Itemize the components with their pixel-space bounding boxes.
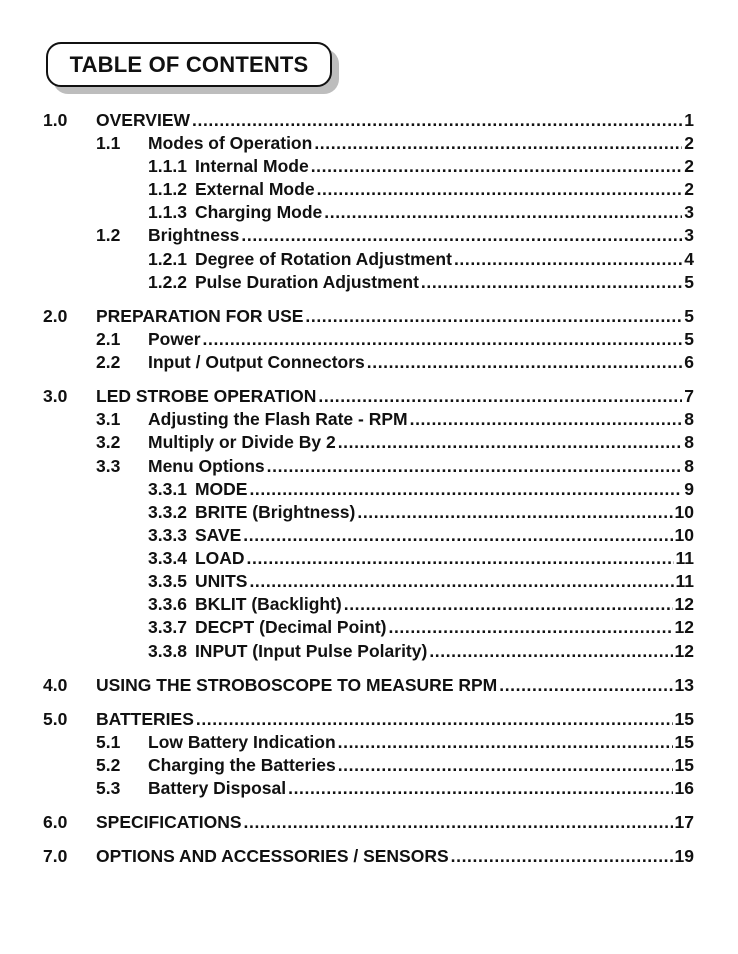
dot-leader (451, 845, 673, 868)
toc-entry-title: External Mode (194, 179, 315, 199)
toc-page-number: 15 (674, 732, 694, 752)
toc-entry (0, 811, 738, 834)
toc-entry-line (148, 754, 694, 777)
toc-entry (0, 155, 738, 178)
toc-entry (0, 455, 738, 478)
toc-section-number: 4.0 (43, 675, 68, 695)
dot-leader (244, 811, 673, 834)
toc-section-number: 5.0 (43, 709, 68, 729)
dot-leader (305, 305, 682, 328)
toc-entry-title: Brightness (148, 225, 240, 245)
toc-entry-line (148, 777, 694, 800)
toc-entry (0, 248, 738, 271)
toc-page-number: 4 (684, 249, 694, 269)
toc-page-number: 15 (674, 755, 694, 775)
toc-entry-title: OVERVIEW (96, 110, 191, 130)
toc-entry-title: SAVE (194, 525, 242, 545)
toc-entry (0, 731, 738, 754)
toc-page-number: 12 (674, 641, 694, 661)
toc-entry-title: Low Battery Indication (148, 732, 336, 752)
toc-entry-line (96, 385, 694, 408)
toc-page-number: 5 (684, 306, 694, 326)
toc-section-number: 3.0 (43, 386, 68, 406)
toc-section-number: 1.2.1 (148, 249, 187, 269)
dot-leader (318, 385, 682, 408)
toc-entry (0, 570, 738, 593)
toc-entry-title: LOAD (194, 548, 245, 568)
dot-leader (311, 155, 683, 178)
toc-section-number: 5.1 (96, 732, 121, 752)
toc-section-number: 3.3.8 (148, 641, 187, 661)
toc-page-number: 17 (674, 812, 694, 832)
dot-leader (317, 178, 683, 201)
toc-page-number: 16 (674, 778, 694, 798)
toc-section-number: 2.0 (43, 306, 68, 326)
toc-entry-line (148, 593, 694, 616)
toc-page-number: 9 (684, 479, 694, 499)
toc-entry (0, 616, 738, 639)
toc-page-number: 12 (674, 594, 694, 614)
toc-entry-line (148, 640, 694, 663)
toc-section-number: 3.3.6 (148, 594, 187, 614)
toc-page-number: 10 (674, 525, 694, 545)
toc-page-number: 8 (684, 432, 694, 452)
toc-page-number: 7 (684, 386, 694, 406)
dot-leader (338, 431, 683, 454)
toc-entry-line (148, 155, 694, 178)
toc-page-number: 19 (674, 846, 694, 866)
dot-leader (288, 777, 672, 800)
toc-entry (0, 305, 738, 328)
toc-entry-line (148, 328, 694, 351)
toc-entry-title: SPECIFICATIONS (96, 812, 242, 832)
toc-page-number: 11 (675, 571, 694, 591)
toc-section-number: 1.1.3 (148, 202, 187, 222)
toc-entry (0, 328, 738, 351)
dot-leader (367, 351, 682, 374)
toc-section-number: 3.2 (96, 432, 121, 452)
toc-section-number: 5.2 (96, 755, 121, 775)
toc-entry (0, 109, 738, 132)
toc-page-number: 5 (684, 272, 694, 292)
toc-entry-line (148, 224, 694, 247)
toc-entry (0, 271, 738, 294)
toc-page-number: 10 (674, 502, 694, 522)
dot-leader (196, 708, 673, 731)
toc-entry-title: USING THE STROBOSCOPE TO MEASURE RPM (96, 675, 498, 695)
toc-entry-line (148, 201, 694, 224)
toc-page-number: 2 (684, 133, 694, 153)
toc-section-number: 2.1 (96, 329, 121, 349)
toc-entry-line (96, 674, 694, 697)
toc-page-number: 8 (684, 409, 694, 429)
toc-entry-line (148, 616, 694, 639)
toc-section-number: 1.2 (96, 225, 121, 245)
toc-entry-line (148, 271, 694, 294)
toc-entry-line (148, 178, 694, 201)
toc-entry-title: Pulse Duration Adjustment (194, 272, 419, 292)
toc-page-number: 2 (684, 179, 694, 199)
toc-entry (0, 178, 738, 201)
toc-entry (0, 777, 738, 800)
toc-entry-line (96, 305, 694, 328)
toc-entry-title: Charging Mode (194, 202, 323, 222)
page-title: TABLE OF CONTENTS (46, 42, 332, 87)
toc-section-number: 3.1 (96, 409, 121, 429)
dot-leader (241, 224, 682, 247)
toc-entry (0, 845, 738, 868)
toc-section-number: 7.0 (43, 846, 68, 866)
dot-leader (499, 674, 672, 697)
toc-entry-line (96, 811, 694, 834)
toc-entry-title: Adjusting the Flash Rate - RPM (148, 409, 408, 429)
dot-leader (324, 201, 682, 224)
toc-page-number: 5 (684, 329, 694, 349)
dot-leader (249, 570, 673, 593)
toc-entry-line (148, 455, 694, 478)
toc-entry-line (148, 524, 694, 547)
toc-entry-line (148, 501, 694, 524)
dot-leader (249, 478, 682, 501)
toc-entry (0, 201, 738, 224)
toc-section-number: 3.3 (96, 456, 121, 476)
toc-entry (0, 524, 738, 547)
toc-entry-title: LED STROBE OPERATION (96, 386, 317, 406)
dot-leader (357, 501, 672, 524)
toc-entry-title: PREPARATION FOR USE (96, 306, 304, 326)
dot-leader (338, 731, 673, 754)
toc-entry (0, 478, 738, 501)
toc-entry (0, 501, 738, 524)
toc-page-number: 3 (684, 202, 694, 222)
toc-entry-title: Input / Output Connectors (148, 352, 365, 372)
dot-leader (344, 593, 673, 616)
toc-section-number: 1.1.2 (148, 179, 187, 199)
toc-page-number: 11 (675, 548, 694, 568)
toc-entry-line (148, 408, 694, 431)
toc-entry-line (148, 547, 694, 570)
dot-leader (429, 640, 672, 663)
toc-section-number: 3.3.1 (148, 479, 187, 499)
toc-entry-line (148, 731, 694, 754)
toc-entry-line (96, 109, 694, 132)
toc-entry-line (148, 570, 694, 593)
toc-page-number: 6 (684, 352, 694, 372)
toc-entry (0, 224, 738, 247)
toc-entry (0, 708, 738, 731)
toc-entry (0, 640, 738, 663)
toc-entry-title: BKLIT (Backlight) (194, 594, 342, 614)
toc-page-number: 12 (674, 617, 694, 637)
toc-entry-title: Charging the Batteries (148, 755, 336, 775)
toc-entry-title: UNITS (194, 571, 248, 591)
toc-entry-line (148, 351, 694, 374)
toc-section-number: 3.3.5 (148, 571, 187, 591)
toc-entry-title: Internal Mode (194, 156, 309, 176)
dot-leader (267, 455, 683, 478)
toc-page-number: 8 (684, 456, 694, 476)
toc-section-number: 1.1 (96, 133, 121, 153)
toc-entry-line (96, 708, 694, 731)
toc-entry (0, 351, 738, 374)
toc-entry (0, 132, 738, 155)
dot-leader (410, 408, 683, 431)
toc-entry-title: Power (148, 329, 201, 349)
dot-leader (338, 754, 673, 777)
toc-section-number: 3.3.2 (148, 502, 187, 522)
toc-entry-title: Degree of Rotation Adjustment (194, 249, 452, 269)
toc-section-number: 3.3.4 (148, 548, 187, 568)
toc-entry (0, 754, 738, 777)
toc-entry-title: BRITE (Brightness) (194, 502, 356, 522)
toc-entry-line (148, 248, 694, 271)
toc-section-number: 5.3 (96, 778, 121, 798)
toc-entry-line (148, 132, 694, 155)
dot-leader (192, 109, 682, 132)
toc-entry-title: Menu Options (148, 456, 265, 476)
toc-entry (0, 408, 738, 431)
toc-section-number: 6.0 (43, 812, 68, 832)
toc-entry-title: OPTIONS AND ACCESSORIES / SENSORS (96, 846, 449, 866)
toc-entry-line (148, 431, 694, 454)
toc-page-number: 2 (684, 156, 694, 176)
toc-entry-title: Modes of Operation (148, 133, 313, 153)
dot-leader (454, 248, 682, 271)
toc-entry-title: Battery Disposal (148, 778, 287, 798)
toc-page-number: 1 (684, 110, 694, 130)
dot-leader (389, 616, 673, 639)
toc-section-number: 3.3.3 (148, 525, 187, 545)
toc-page-number: 15 (674, 709, 694, 729)
dot-leader (247, 547, 674, 570)
toc-section-number: 2.2 (96, 352, 121, 372)
toc-entry-line (148, 478, 694, 501)
toc-entry-title: INPUT (Input Pulse Polarity) (194, 641, 428, 661)
dot-leader (421, 271, 682, 294)
dot-leader (314, 132, 682, 155)
toc-entry-title: BATTERIES (96, 709, 194, 729)
dot-leader (243, 524, 672, 547)
toc-section-number: 1.2.2 (148, 272, 187, 292)
toc-entry-title: MODE (194, 479, 248, 499)
toc-entry (0, 593, 738, 616)
toc-entry-title: Multiply or Divide By 2 (148, 432, 336, 452)
toc-entry (0, 674, 738, 697)
toc-section-number: 3.3.7 (148, 617, 187, 637)
toc-entry-title: DECPT (Decimal Point) (194, 617, 387, 637)
toc-section-number: 1.1.1 (148, 156, 187, 176)
toc-entry (0, 385, 738, 408)
toc-section-number: 1.0 (43, 110, 68, 130)
toc-entry (0, 547, 738, 570)
toc-page-number: 3 (684, 225, 694, 245)
toc-page-number: 13 (674, 675, 694, 695)
toc-entry-line (96, 845, 694, 868)
toc-entry (0, 431, 738, 454)
dot-leader (203, 328, 683, 351)
